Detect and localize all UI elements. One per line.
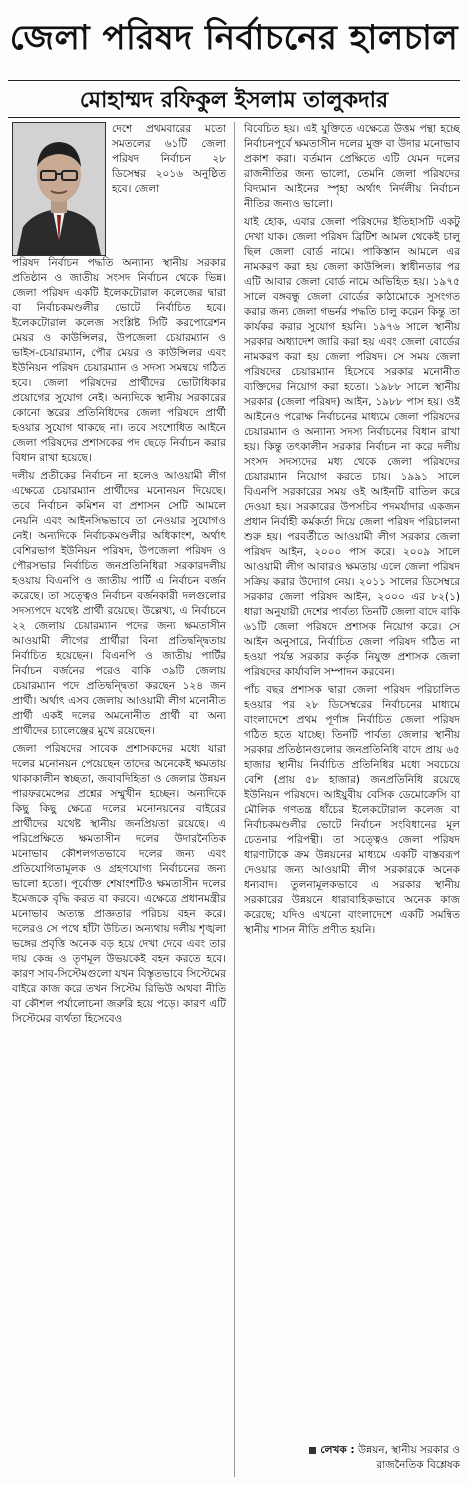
byline-rule — [8, 117, 460, 118]
author-photo — [12, 122, 106, 256]
author-line-2: রাজনৈতিক বিশ্লেষক — [376, 1459, 460, 1471]
headline-rule — [8, 80, 460, 81]
author-portrait-icon — [13, 123, 105, 255]
column-right — [244, 122, 460, 1440]
paragraph: বিবেচিত হয়। এই যুক্তিতে এক্ষেত্রে উত্তম পন্থা হচ্ছে নির্বাচনপূর্বে ক্ষমতাসীন দলের মুক্ত বা উদার মনোভাব প্রকাশ করা। বর্তমান প্রেক্ষিতে এটি যেমন দলের রাজনীতির জন্য ভালো, তেমনি জেলা পরিষদের বিদ্যমান আইনের স্পৃহা অর্থাৎ নির্দলীয় নির্বাচন নীতির জন্যও ভালো। — [244, 123, 460, 210]
square-bullet-icon — [309, 1447, 316, 1454]
byline: মোহাম্মদ রফিকুল ইসলাম তালুকদার — [79, 88, 389, 113]
paragraph: যাই হোক, এবার জেলা পরিষদের ইতিহাসটি একটু দেখা যাক। জেলা পরিষদ ব্রিটিশ আমল থেকেই চালু ছিল জেলা বোর্ড নামে। পাকিস্তান আমলে এর নামকরণ করা হয় জেলা কাউন্সিল। স্বাধীনতার পর এটি আবার জেলা বোর্ড নামে অভিহিত হয়। ১৯৭৫ সালে বঙ্গবন্ধু জেলা বোর্ডের কাঠামোকে সুসংগত করার জন্য জেলা গভর্নর পদ্ধতি চালু করেন কিন্তু তা কার্যকর করার সুযোগ হয়নি। ১৯৭৬ সালে স্থানীয় সরকার অধ্যাদেশ জারি করা হয় এবং জেলা বোর্ডের নামকরণ করা হয় জেলা পরিষদ। সে সময় জেলা পরিষদের চেয়ারম্যান হিসেবে সরকার মনোনীত ব্যক্তিদের নিয়োগ করা হতো। ১৯৮৮ সালে স্থানীয় সরকার (জেলা পরিষদ) আইন, ১৯৮৮ পাস হয়। ওই আইনেও পরোক্ষ নির্বাচনের মাধ্যমে জেলা পরিষদের চেয়ারম্যান ও অন্যান্য সদস্য নির্বাচনের বিধান রাখা হয়। কিন্তু তৎকালীন সরকার নির্বাচন না করে দলীয় সংসদ সদস্যদের মধ্য থেকে জেলা পরিষদের চেয়ারম্যান নিয়োগ করতে চায়। ১৯৯১ সালে বিএনপি সরকারের সময় ওই আইনটি বাতিল করে দেওয়া হয়। সরকারের উপসচিব পদমর্যাদার একজন প্রধান নির্বাহী কর্মকর্তা দিয়ে জেলা পরিষদ পরিচালনা শুরু হয়। পরবর্তীতে আওয়ামী লীগ সরকার জেলা পরিষদ আইন, ২০০০ পাস করে। ২০০৯ সালে আওয়ামী লীগ আবারও ক্ষমতায় এলে জেলা পরিষদ সক্রিয় করার উদ্যোগ নেয়। ২০১১ সালের ডিসেম্বরে সরকার জেলা পরিষদ আইন, ২০০০ এর ৮২(১) ধারা অনুযায়ী দেশের পার্বত্য তিনটি জেলা বাদে বাকি ৬১টি জেলা পরিষদে প্রশাসক নিয়োগ করে। সে আইন অনুসারে, নির্বাচিত জেলা পরিষদ গঠিত না হওয়া পর্যন্ত সরকার কর্তৃক নিযুক্ত প্রশাসক জেলা পরিষদের কার্যাবলি সম্পাদন করবেন। — [244, 216, 460, 678]
column-left-intro — [112, 122, 226, 256]
paragraph: জেলা পরিষদের সাবেক প্রশাসকদের মধ্যে যারা দলের মনোনয়ন পেয়েছেন তাদের অনেকেই ক্ষমতায় থাকাকালীন স্বচ্ছতা, জবাবদিহিতা ও জেলার উন্নয়ন পারফরমেন্সের প্রশ্নের সম্মুখীন হচ্ছেন। অন্যদিকে কিছু কিছু ক্ষেত্রে দলের মনোনয়নের বাইরের প্রার্থীদের যথেষ্ট স্থানীয় জনপ্রিয়তা রয়েছে। এ পরিপ্রেক্ষিতে ক্ষমতাসীন দলের উদারনৈতিক মনোভাব কৌশলগতভাবে দলের জন্য এবং প্রতিযোগিতামূলক ও গ্রহণযোগ্য নির্বাচনের জন্য ভালো হতো। পূর্বোক্ত শেষাংশটিও ক্ষমতাসীন দলের ইমেজকে বৃদ্ধি করত বা করবে। এক্ষেত্রে প্রধানমন্ত্রীর মনোভাব অত্যন্ত প্রাজ্ঞতার পরিচয় বহন করে। দলেরও সে পথে হাঁটা উচিত। অন্যথায় দলীয় শৃঙ্খলা ভঙ্গের প্রবৃত্তি অনেক বড় হয়ে দেখা দেবে এবং তার দায় কেন্দ্র ও তৃণমূল উভয়কেই বহন করতে হবে। কারণ সাব-সিস্টেমগুলো যখন বিস্তৃতভাবে সিস্টেমের বাইরে কাজ করে তখন সিস্টেম রিভিউ অথবা নীতি বা কৌশল পর্যালোচনা জরুরি হয়ে পড়ে। কারণ এটি সিস্টেমের ব্যর্থতা হিসেবেও — [12, 743, 226, 1025]
headline: জেলা পরিষদ নির্বাচনের হালচাল — [9, 18, 459, 58]
column-left — [12, 256, 226, 1481]
author-note — [244, 1443, 460, 1473]
author-label: লেখক : — [320, 1444, 355, 1456]
intro-paragraph: দেশে প্রথমবারের মতো সমতলের ৬১টি জেলা পরিষদ নির্বাচন ২৮ ডিসেম্বর ২০১৬ অনুষ্ঠিত হবে। জেলা — [112, 123, 226, 195]
paragraph: পরিষদ নির্বাচন পদ্ধতি অন্যান্য স্থানীয় সরকার প্রতিষ্ঠান ও জাতীয় সংসদ নির্বাচন থেকে ভিন্ন। জেলা পরিষদ একটি ইলেকটোরাল কলেজের দ্বারা বা নির্বাচকমণ্ডলীর ভোটে নির্বাচিত হবে। ইলেকটোরাল কলেজ সংশ্লিষ্ট সিটি করপোরেশন মেয়র ও কাউন্সিলর, উপজেলা চেয়ারম্যান ও ভাইস-চেয়ারম্যান, পৌর মেয়র ও কাউন্সিলর এবং ইউনিয়ন পরিষদ চেয়ারম্যান ও সদস্য সমন্বয়ে গঠিত হবে। জেলা পরিষদের প্রার্থীদের ভোটাধিকার প্রয়োগের সুযোগ নেই। অন্যদিকে স্থানীয় সরকারের কোনো স্তরের প্রতিনিধিদের জেলা পরিষদে প্রার্থী হওয়ার সুযোগ থাকছে না। তবে সংশোধিত আইনে জেলা পরিষদের প্রশাসকের পদ ছেড়ে নির্বাচন করার বিধান রাখা হয়েছে। — [12, 257, 226, 464]
column-divider — [234, 122, 235, 1477]
paragraph: পাঁচ বছর প্রশাসক দ্বারা জেলা পরিষদ পরিচালিত হওয়ার পর ২৮ ডিসেম্বরের নির্বাচনের মাধ্যমে বাংলাদেশে প্রথম পূর্ণাঙ্গ নির্বাচিত জেলা পরিষদ গঠিত হতে যাচ্ছে। তিনটি পার্বত্য জেলার স্থানীয় সরকার প্রতিষ্ঠানগুলোর জনপ্রতিনিধি বাদে প্রায় ৬৫ হাজার স্থানীয় নির্বাচিত প্রতিনিধির মধ্যে সবচেয়ে বেশি (প্রায় ৫৮ হাজার) জনপ্রতিনিধি রয়েছে ইউনিয়ন পরিষদে। আইয়ুবীয় বেসিক ডেমোক্রেসি বা মৌলিক গণতন্ত্র ধাঁচের ইলেকটোরাল কলেজ বা নির্বাচকমণ্ডলীর ভোটে নির্বাচন সংবিধানের মূল চেতনার পরিপন্থী। তা সত্ত্বেও জেলা পরিষদ ধারণাটাকে ক্রম উন্নয়নের মাধ্যমে একটি বাস্তবরূপ দেওয়ার জন্য আওয়ামী লীগ সরকারকে অনেক ধন্যবাদ। তুলনামূলকভাবে এ সরকার স্থানীয় সরকারের উন্নয়নে ধারাবাহিকভাবে অনেক কাজ করেছে; যদিও এখনো বাংলাদেশে একটি সমন্বিত স্থানীয় শাসন নীতি প্রণীত হয়নি। — [244, 684, 460, 936]
paragraph: দলীয় প্রতীকের নির্বাচন না হলেও আওয়ামী লীগ এক্ষেত্রে চেয়ারম্যান প্রার্থীদের মনোনয়ন দিয়েছে। তবে নির্বাচন কমিশন বা প্রশাসন সেটি আমলে নেয়নি এবং আইনসিদ্ধভাবে তা নেওয়ার সুযোগও নেই। অন্যদিকে নির্বাচকমণ্ডলীর অধিকাংশ, অর্থাৎ বেশিরভাগ ইউনিয়ন পরিষদ, উপজেলা পরিষদ ও পৌরসভার নির্বাচিত জনপ্রতিনিধিরা সরকারদলীয় হওয়ায় বিএনপি ও জাতীয় পার্টি এ নির্বাচন বর্জন করেছে। তা সত্ত্বেও নির্বাচন বর্জনকারী দলগুলোর সদস্যপদে যথেষ্ট প্রার্থী রয়েছে। উল্লেখ্য, এ নির্বাচনে ২২ জেলায় চেয়ারম্যান পদের জন্য ক্ষমতাসীন আওয়ামী লীগের প্রার্থীরা বিনা প্রতিদ্বন্দ্বিতায় নির্বাচিত হয়েছেন। বিএনপি ও জাতীয় পার্টির নির্বাচন বর্জনের পরেও বাকি ৩৯টি জেলায় চেয়ারম্যান পদে প্রতিদ্বন্দ্বিতা করছেন ১২৪ জন প্রার্থী। অর্থাৎ এসব জেলায় আওয়ামী লীগ মনোনীত প্রার্থী একই দলের অমনোনীত প্রার্থী বা অন্য প্রার্থীদের চ্যালেঞ্জের মুখে রয়েছেন। — [12, 470, 226, 737]
author-line-1: উন্নয়ন, স্থানীয় সরকার ও — [357, 1444, 460, 1456]
